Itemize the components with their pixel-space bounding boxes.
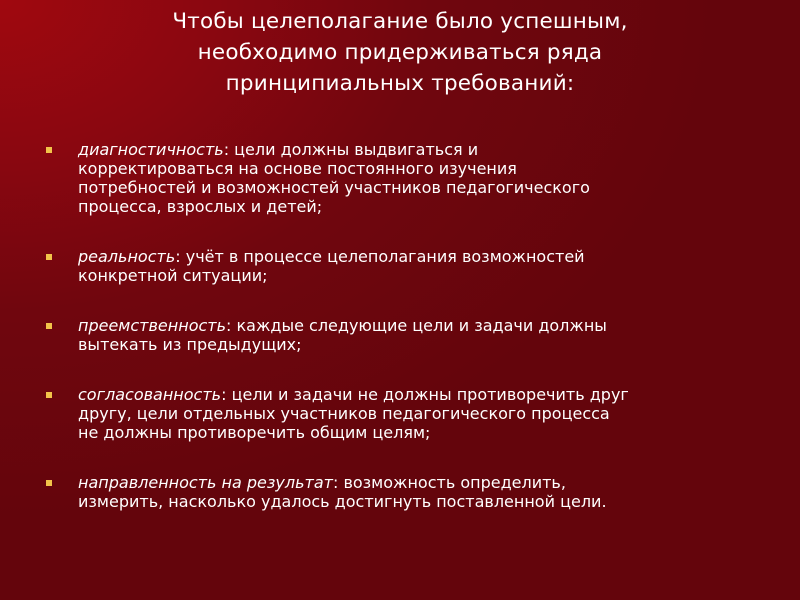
item-line: другу, цели отдельных участников педагогического процесса (78, 404, 610, 423)
item-text: : цели и задачи не должны противоречить друг (221, 385, 629, 404)
title-line: Чтобы целеполагание было успешным, (172, 9, 628, 34)
square-bullet-icon (46, 323, 52, 329)
square-bullet-icon (46, 392, 52, 398)
title-line: необходимо придерживаться ряда (197, 40, 603, 65)
item-text: : возможность определить, (332, 473, 566, 492)
item-line: измерить, насколько удалось достигнуть поставленной цели. (78, 492, 607, 511)
item-first-line (78, 316, 766, 335)
item-text: : цели должны выдвигаться и (223, 140, 479, 159)
item-first-line (78, 385, 766, 404)
square-bullet-icon (46, 254, 52, 260)
item-first-line (78, 140, 766, 159)
list-item-continuity (46, 316, 766, 354)
item-text: : каждые следующие цели и задачи должны (226, 316, 607, 335)
item-line: конкретной ситуации; (78, 266, 268, 285)
item-line: не должны противоречить общим целям; (78, 423, 431, 442)
item-first-line (78, 473, 766, 492)
item-term: диагностичность (78, 140, 224, 159)
item-term: направленность на результат (78, 473, 333, 492)
square-bullet-icon (46, 480, 52, 486)
item-term: реальность (78, 247, 176, 266)
list-item-result-orientation (46, 473, 766, 511)
list-item-diagnosticity (46, 140, 766, 216)
square-bullet-icon (46, 147, 52, 153)
item-line: корректироваться на основе постоянного изучения (78, 159, 517, 178)
item-line: потребностей и возможностей участников педагогического (78, 178, 590, 197)
item-term: преемственность (78, 316, 227, 335)
requirements-list (46, 140, 766, 542)
item-line: вытекать из предыдущих; (78, 335, 302, 354)
item-term: согласованность (78, 385, 222, 404)
item-first-line (78, 247, 766, 266)
title-line: принципиальных требований: (225, 71, 575, 96)
item-text: : учёт в процессе целеполагания возможностей (175, 247, 585, 266)
slide-title (60, 6, 740, 99)
list-item-consistency (46, 385, 766, 442)
item-line: процесса, взрослых и детей; (78, 197, 323, 216)
list-item-reality (46, 247, 766, 285)
